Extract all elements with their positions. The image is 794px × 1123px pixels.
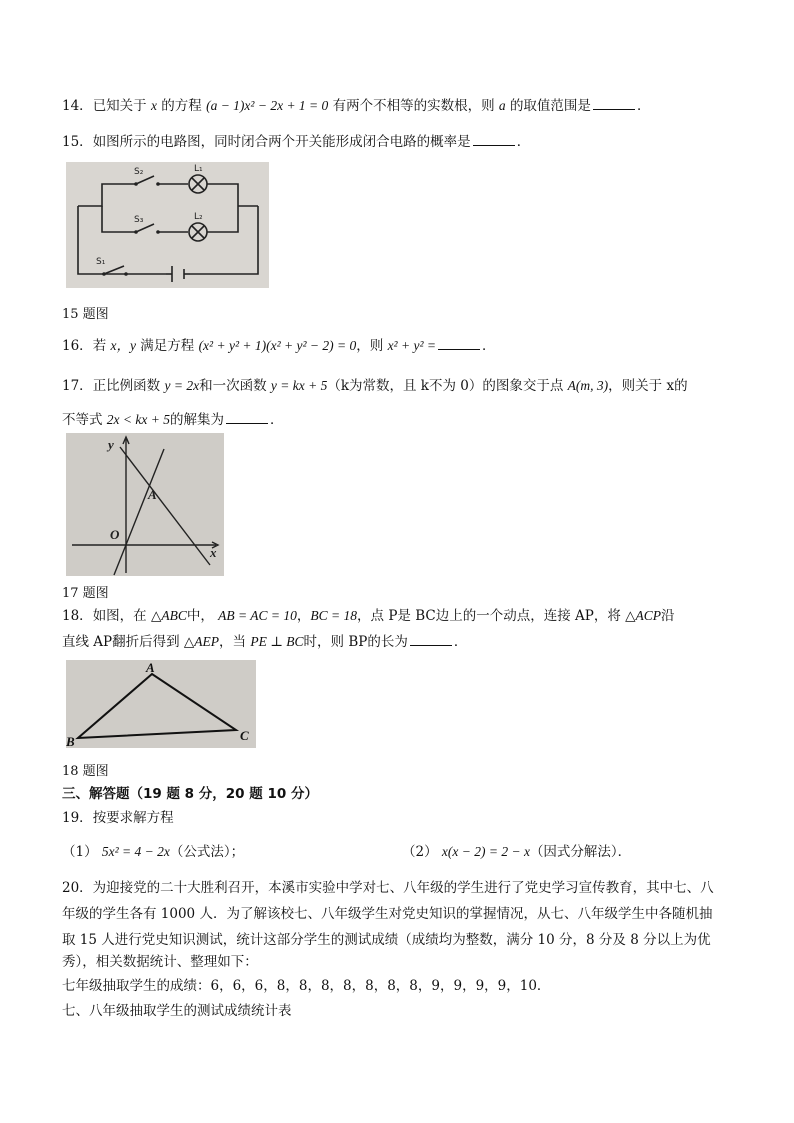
q19-p1-label: （1） [62, 844, 98, 860]
q19-p2-equation: x(x − 2) = 2 − x [441, 844, 530, 859]
label-origin: O [110, 527, 120, 542]
q19-p1-method: （公式法）； [169, 844, 245, 860]
q14-end: ． [636, 98, 651, 114]
q18-condition-2: BC = 18 [310, 608, 358, 623]
q18-triangle-3: △AEP [183, 634, 220, 649]
q15-answer-blank[interactable] [473, 133, 515, 146]
q14-equation: (a − 1)x² − 2x + 1 = 0 [206, 98, 329, 113]
q18-text-2c: 时，则 BP的长为 [303, 634, 408, 650]
label-vertex-b: B [66, 734, 75, 748]
label-l2: L₂ [194, 212, 203, 222]
q18-number: 18． [62, 608, 93, 624]
q17-point: A(m, 3) [567, 378, 609, 393]
q18-text-2a: 直线 AP翻折后得到 [62, 634, 180, 650]
q17-inequality: 2x < kx + 5 [106, 412, 170, 427]
q18-line-1: 18．如图，在 △ABC中， AB = AC = 10，BC = 18，点 P是 BC边上的一个动点，连接 AP，将 △ACP沿 [62, 608, 675, 624]
q18-triangle: △ABC [150, 608, 187, 623]
q14-text-4: 的取值范围是 [509, 98, 591, 114]
q16-answer-blank[interactable] [438, 337, 480, 350]
q15-caption: 15 题图 [62, 307, 109, 322]
q18-condition-1: AB = AC = 10 [218, 608, 297, 623]
q17-line-1 [62, 376, 688, 396]
q18-triangle-2: △ACP [625, 608, 662, 623]
q17-figure-background [66, 433, 224, 576]
label-s3: S₃ [134, 215, 144, 225]
label-s2: S₂ [134, 167, 144, 177]
q16-text-3: ，则 [356, 338, 384, 354]
q17-text-1b: 和一次函数 [199, 378, 267, 394]
q14-line [62, 96, 650, 116]
q20-line-2: 年级的学生各有 1000 人．为了解该校七、八年级学生对党史知识的掌握情况，从七、八年级学生中各随机抽 [62, 906, 713, 922]
q17-answer-blank[interactable] [226, 411, 268, 424]
q18-text-1c: ，点 P是 BC边上的一个动点，连接 AP，将 [357, 608, 621, 624]
q20-line-1: 20．为迎接党的二十大胜利召开，本溪市实验中学对七、八年级的学生进行了党史学习宣传教育，其中七、八 [62, 880, 714, 896]
q18-answer-blank[interactable] [410, 633, 452, 646]
q14-number: 14． [62, 98, 93, 114]
q17-end: ． [270, 412, 284, 428]
q17-text-1d: ，则关于 x的 [608, 378, 688, 394]
q17-text-2a: 不等式 [62, 412, 103, 428]
q14-var-a: a [498, 98, 506, 113]
label-l1: L₁ [194, 164, 203, 174]
q19-part-2 [402, 842, 631, 862]
label-vertex-c: C [240, 728, 249, 743]
q18-caption: 18 题图 [62, 764, 109, 779]
q17-number: 17． [62, 378, 93, 394]
q16-vars: x，y [110, 338, 136, 353]
q18-triangle-figure [66, 660, 256, 748]
q19-p2-method: （因式分解法）． [529, 844, 632, 860]
q20-line-4: 秀），相关数据统计、整理如下： [62, 954, 258, 970]
q16-equation: (x² + y² + 1)(x² + y² − 2) = 0 [198, 338, 357, 353]
q17-line-2 [62, 410, 284, 430]
q18-text-1d: 沿 [661, 608, 675, 624]
q18-perpendicular: PE ⊥ BC [250, 634, 304, 649]
q16-text-1: 若 [92, 338, 107, 354]
q18-figure-background [66, 660, 256, 748]
q19-line [62, 808, 174, 828]
q17-text-2b: 的解集为 [170, 412, 224, 428]
q17-function-2: y = kx + 5 [270, 378, 328, 393]
q14-text-2: 的方程 [161, 98, 202, 114]
q15-text: 如图所示的电路图，同时闭合两个开关能形成闭合电路的概率是 [92, 134, 471, 150]
q16-line [62, 336, 496, 356]
q16-end: ． [482, 338, 496, 354]
q16-number: 16． [62, 338, 93, 354]
q19-number: 19． [62, 810, 93, 826]
q16-equation-2: x² + y² = [387, 338, 436, 353]
q14-text-3: 有两个不相等的实数根，则 [332, 98, 495, 114]
q18-text-2b: ，当 [219, 634, 247, 650]
q17-graph-figure [66, 433, 224, 576]
label-y-axis: y [108, 437, 114, 452]
q15-circuit-figure [66, 162, 269, 288]
q19-part-1 [62, 842, 244, 862]
label-x-axis: x [210, 545, 217, 560]
q19-text: 按要求解方程 [92, 810, 174, 826]
q20-line-5: 七年级抽取学生的成绩：6，6，6，8，8，8，8，8，8，8，9，9，9，9，10． [62, 978, 551, 994]
q20-line-3: 取 15 人进行党史知识测试，统计这部分学生的测试成绩（成绩均为整数，满分 10 分，8 分及 8 分以上为优 [62, 932, 711, 948]
q14-text-1: 已知关于 [92, 98, 147, 114]
q16-text-2: 满足方程 [140, 338, 195, 354]
q17-function-1: y = 2x [164, 378, 200, 393]
q15-end: ． [516, 134, 531, 150]
label-point-a: A [148, 487, 157, 502]
q18-text-1b: 中， [186, 608, 214, 624]
q19-p2-label: （2） [402, 844, 438, 860]
section-3-title: 三、解答题（19 题 8 分，20 题 10 分） [62, 786, 318, 802]
q18-text-1a: 如图，在 [92, 608, 147, 624]
q17-caption: 17 题图 [62, 586, 109, 601]
q14-answer-blank[interactable] [593, 97, 635, 110]
label-s1: S₁ [96, 257, 106, 267]
q17-text-1c: （k为常数，且 k不为 0）的图象交于点 [327, 378, 564, 394]
q17-text-1a: 正比例函数 [92, 378, 161, 394]
q15-number: 15． [62, 134, 93, 150]
q18-line-2 [62, 632, 467, 652]
label-vertex-a: A [146, 660, 155, 675]
q19-p1-equation: 5x² = 4 − 2x [101, 844, 170, 859]
q18-end: ． [453, 634, 468, 650]
q14-var: x [150, 98, 157, 113]
q20-line-6: 七、八年级抽取学生的测试成绩统计表 [62, 1003, 292, 1019]
q15-line [62, 132, 530, 152]
